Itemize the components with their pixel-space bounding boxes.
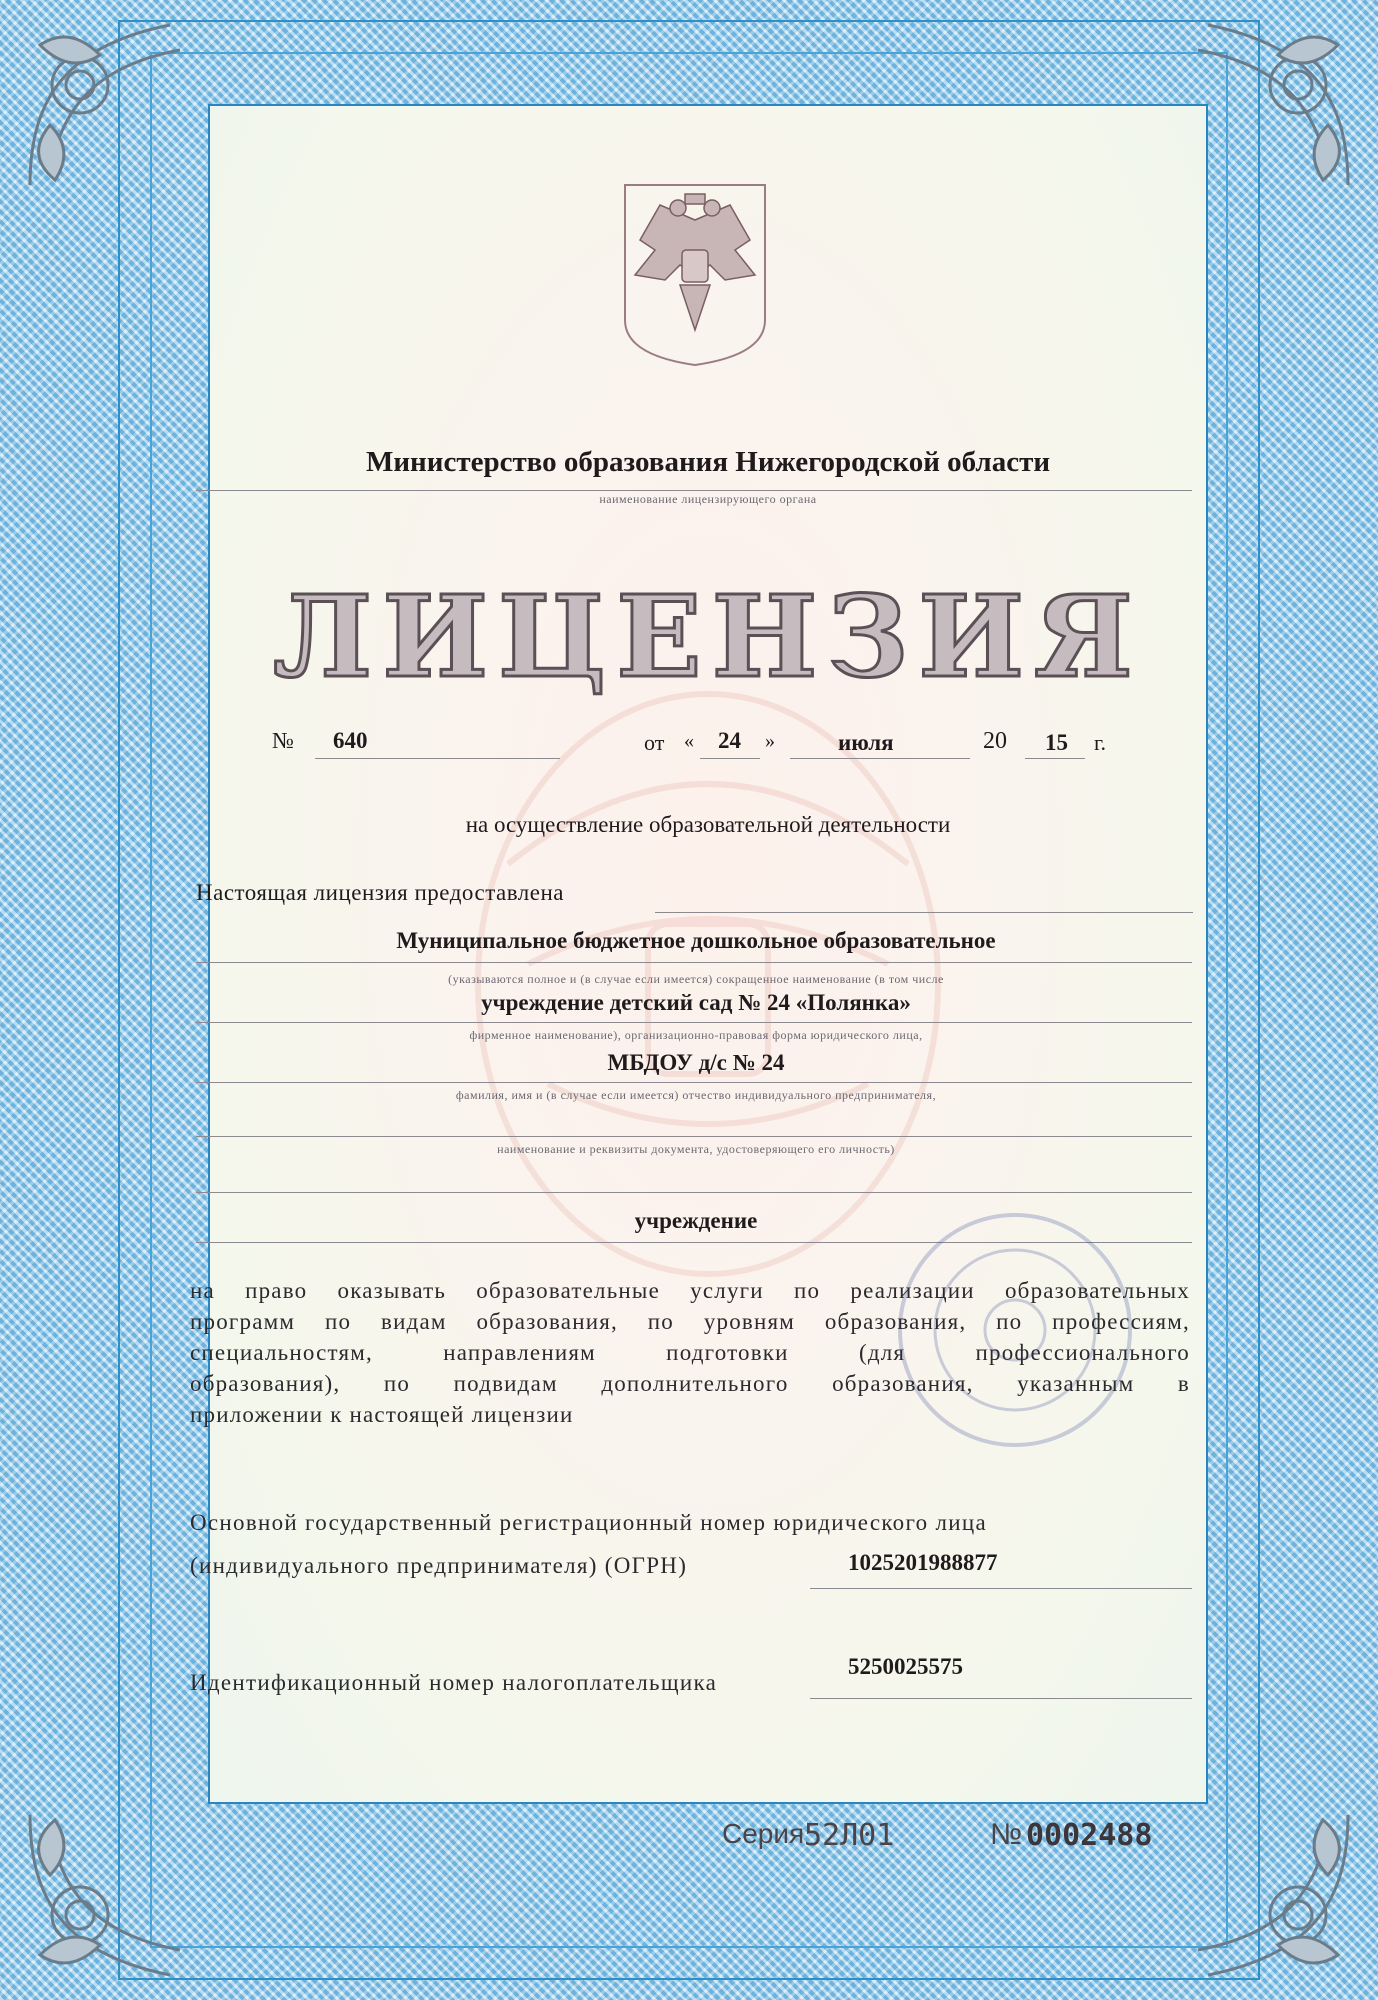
license-month: июля (838, 730, 894, 755)
month-rule (790, 758, 970, 759)
license-purpose: на осуществление образовательной деятельности (465, 812, 951, 837)
org-rule-4 (196, 1136, 1192, 1137)
caption-entrepreneur: фамилия, имя и (в случае если имеется) отчество индивидуального предпринимателя, (455, 1088, 937, 1102)
corner-ornament-icon (10, 5, 210, 205)
ogrn-label-line2: (индивидуального предпринимателя) (ОГРН) (190, 1553, 688, 1578)
date-prefix: от (644, 730, 665, 755)
inn-rule (810, 1698, 1192, 1699)
granted-label: Настоящая лицензия предоставлена (196, 880, 564, 905)
rights-paragraph (190, 1275, 1190, 1430)
licensing-authority: Министерство образования Нижегородской области (365, 446, 1051, 478)
authority-caption: наименование лицензирующего органа (599, 492, 817, 506)
rights-line: программ по видам образования, по уровням образования, по профессиям, (190, 1309, 1190, 1334)
inn-value: 5250025575 (848, 1654, 963, 1679)
number-rule (315, 758, 560, 759)
caption-full-name: (указываются полное и (в случае если имеется) сокращенное наименование (в том числе (448, 972, 944, 986)
org-rule-2 (196, 1022, 1192, 1023)
document-title: ЛИЦЕНЗИЯ (273, 572, 1143, 703)
rights-line: образования), по подвидам дополнительного образования, указанным в (190, 1371, 1190, 1396)
org-rule-5 (196, 1192, 1192, 1193)
number-prefix: № (272, 728, 294, 753)
caption-legal-form: фирменное наименование), организационно-правовая форма юридического лица, (469, 1028, 923, 1042)
granted-rule (655, 912, 1193, 913)
organization-name-line1: Муниципальное бюджетное дошкольное образовательное (396, 928, 996, 953)
license-number: 640 (333, 728, 368, 753)
rights-line: специальностям, направлениям подготовки (для профессионального (190, 1340, 1190, 1365)
year-prefix: 20 (983, 728, 1007, 754)
coat-of-arms-icon (620, 180, 770, 370)
year-suffix: 15 (1045, 730, 1068, 755)
authority-rule (196, 490, 1192, 491)
series-label: Серия (722, 1818, 805, 1849)
org-rule-3 (196, 1082, 1192, 1083)
ogrn-label-line1: Основной государственный регистрационный номер юридического лица (190, 1510, 987, 1535)
form-number-prefix: № (990, 1818, 1023, 1851)
series-value: 52Л01 (804, 1818, 895, 1853)
license-day: 24 (718, 728, 741, 753)
caption-identity-document: наименование и реквизиты документа, удостоверяющего его личность) (497, 1142, 895, 1156)
corner-ornament-icon (10, 1795, 210, 1995)
year-unit: г. (1094, 730, 1107, 755)
quote-open: « (684, 730, 694, 752)
organization-form: учреждение (634, 1208, 758, 1233)
day-rule (700, 758, 760, 759)
inn-label: Идентификационный номер налогоплательщика (190, 1670, 718, 1695)
org-rule-1 (196, 962, 1192, 963)
quote-close: » (765, 730, 775, 752)
ogrn-value: 1025201988877 (848, 1550, 998, 1575)
year-rule (1025, 758, 1085, 759)
corner-ornament-icon (1168, 1795, 1368, 1995)
ogrn-rule (810, 1588, 1192, 1589)
form-number: 0002488 (1026, 1818, 1153, 1853)
organization-name-line2: учреждение детский сад № 24 «Полянка» (481, 990, 911, 1015)
rights-line: приложении к настоящей лицензии (190, 1402, 574, 1427)
organization-short-name: МБДОУ д/с № 24 (607, 1050, 785, 1075)
rights-line: на право оказывать образовательные услуги по реализации образовательных (190, 1278, 1190, 1303)
